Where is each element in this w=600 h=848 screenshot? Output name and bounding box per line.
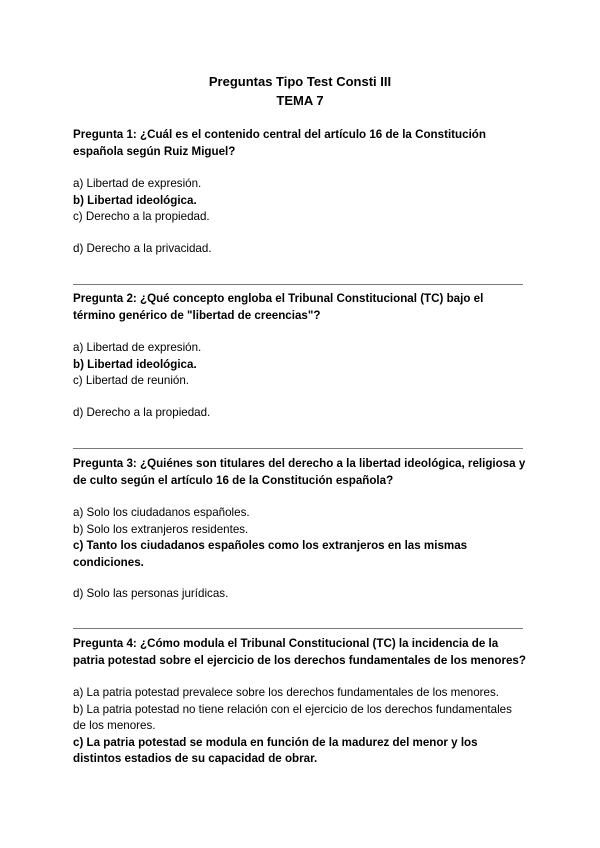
document-subtitle: TEMA 7 [276, 93, 324, 108]
document-header [0, 72, 600, 110]
option-d: d) Derecho a la propiedad. [73, 405, 211, 419]
option-b: b) La patria potestad no tiene relación con el ejercicio de los derechos fundamentales de los menores. [73, 702, 512, 732]
option-a: a) Solo los ciudadanos españoles. [73, 506, 250, 519]
question-text: Pregunta 2: ¿Qué concepto engloba el Tribunal Constitucional (TC) bajo el término genérico de "libertad de creencias"? [73, 292, 484, 322]
question-1 [73, 127, 528, 257]
question-text: Pregunta 4: ¿Cómo modula el Tribunal Constitucional (TC) la incidencia de la patria potestad sobre el ejercicio de los derechos fundamentales de los menores? [73, 637, 526, 667]
question-text: Pregunta 3: ¿Quiénes son titulares del derecho a la libertad ideológica, religiosa y de culto según el artículo 16 de la Constitución española? [73, 457, 526, 487]
option-a: a) Libertad de expresión. [73, 341, 202, 354]
option-a: a) Libertad de expresión. [73, 177, 202, 190]
question-3 [73, 456, 528, 603]
option-c: c) Derecho a la propiedad. [73, 210, 210, 223]
option-b-correct: b) Libertad ideológica. [73, 357, 197, 371]
option-c: c) Libertad de reunión. [73, 374, 190, 387]
divider [73, 628, 523, 629]
option-d: d) Derecho a la privacidad. [73, 241, 212, 255]
question-4 [73, 636, 528, 768]
divider [73, 448, 523, 449]
option-a: a) La patria potestad prevalece sobre los derechos fundamentales de los menores. [73, 686, 500, 699]
option-b: b) Solo los extranjeros residentes. [73, 522, 249, 536]
question-2 [73, 291, 528, 421]
divider [73, 284, 523, 285]
option-b-correct: b) Libertad ideológica. [73, 193, 197, 207]
option-c-correct: c) Tanto los ciudadanos españoles como los extranjeros en las mismas condiciones. [73, 539, 468, 569]
option-d: d) Solo las personas jurídicas. [73, 587, 229, 600]
question-text: Pregunta 1: ¿Cuál es el contenido central del artículo 16 de la Constitución española según Ruiz Miguel? [73, 128, 486, 158]
document-title: Preguntas Tipo Test Consti III [208, 74, 392, 89]
option-c-correct: c) La patria potestad se modula en función de la madurez del menor y los distintos estadios de su capacidad de obrar. [73, 735, 478, 765]
